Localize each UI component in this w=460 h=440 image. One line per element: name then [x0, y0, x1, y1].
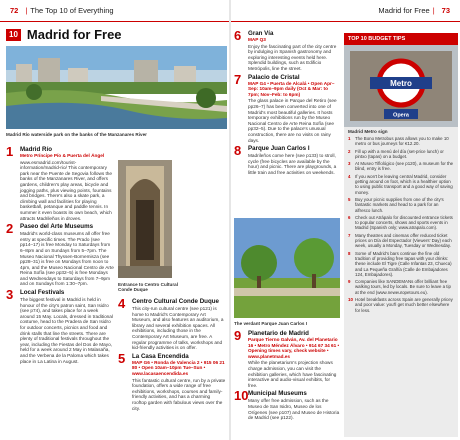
entry-title: Local Festivals [20, 289, 65, 297]
budget-tips-panel [344, 33, 458, 437]
entry-title: Planetario de Madrid [248, 330, 309, 337]
top10-badge: 10 [6, 29, 21, 41]
metro-sign-text: Metro [390, 79, 412, 88]
entry-title: Municipal Museums [248, 390, 307, 398]
top10-entry [234, 145, 340, 175]
entry-address: MAP G6 • Ronda de Valencia 2 • 915 06 21 80 • Open 10am–10pm Tue–Sun • www.lacasaencendida.es [132, 359, 225, 376]
entry-title: Paseo del Arte Museums [20, 223, 94, 231]
entry-number: 2 [6, 221, 14, 237]
tip-number: 6 [348, 214, 351, 220]
right-section-title: Madrid for Free [378, 6, 430, 15]
entry-text: Madrid's world-class museums all offer free entry at specific times. The Prado (see pp14–17) is free Monday to Saturdays from 6–8pm and on Sundays from 5–7pm. The Museo Nacional Thyssen-Bornemisza (see pp28–31) is free on Mondays from noon to 4pm, and the Museo Nacional Centro de Arte Reina Sofía (see pp32–5) is free Mondays and Wednesdays to Saturdays from 7–9pm and on Sundays from 1:30–7pm. [20, 231, 114, 287]
tip-number: 8 [348, 250, 351, 256]
budget-tip [344, 197, 458, 213]
river-photo-caption: Madrid Río waterside park on the banks of the Manzanares River [6, 132, 147, 137]
tip-number: 3 [348, 161, 351, 167]
left-page-header [0, 0, 229, 22]
parque-juan-carlos-photo [234, 218, 340, 318]
entry-text: Enjoy the fascinating part of the city centre by indulging in Spanish gastronomy and exploring interesting events held here. Splendid buildings, such as Edificio Metrópolis, line the street. [248, 43, 337, 71]
top10-entry [234, 330, 340, 388]
entry-number: 3 [6, 287, 14, 303]
tip-number: 7 [348, 232, 351, 238]
budget-tip [344, 136, 458, 147]
left-column-1 [6, 146, 114, 366]
entry-title: Madrid Río [20, 146, 52, 153]
header-divider: | [25, 6, 28, 15]
header-divider: | [432, 6, 435, 15]
tip-text: If you won't be leaving central Madrid, consider getting around on foot, which is a healthier option to using public transport and a good way of saving money. [355, 173, 453, 195]
tip-text: Companies like SANDEMANs offer brilliant free walking tours, led by locals. Be sure to leave a tip at the end (www.neweuropetours.eu). [355, 279, 451, 295]
metro-sign-subtext: Opera [393, 112, 409, 119]
entry-address: Metro Príncipe Pío & Puerta del Ángel [20, 153, 105, 158]
entry-text: Madrileños come here (see p133) to stroll, cycle (free bicycles are available by the hour) and picnic. There are playgrounds, a little train and free activities on weekends. [248, 153, 337, 175]
right-column-bottom [234, 330, 340, 423]
budget-tip [344, 161, 458, 172]
budget-tips-header: TOP 10 BUDGET TIPS [344, 33, 458, 45]
entry-number: 6 [234, 28, 242, 43]
page-title: Madrid for Free [26, 27, 122, 42]
entry-number: 9 [234, 328, 242, 343]
tip-number: 4 [348, 173, 351, 179]
river-photo [6, 46, 227, 129]
entry-address: Parque Tierno Galván, Av. del Planetario 16 • Metro Méndez Álvaro • 914 67 34 61 • Opening times vary, check website • www.planetmad.es [248, 337, 340, 359]
tip-number: 5 [348, 196, 351, 202]
tip-text: Fill up with a menú del día (set-price lunch) or pintxo (tapas) on a budget. [355, 148, 444, 159]
top10-entry [234, 71, 340, 144]
budget-tip [344, 215, 458, 231]
budget-tip [344, 149, 458, 160]
entry-text: While the planetarium's projection shows charge admission, you can visit the exhibition galleries, which have fascinating interactive and audio-visual exhibits, for free. [248, 360, 337, 388]
top10-entry [234, 390, 340, 420]
entry-text: The glass palace in Parque del Retiro (see pp26–7) has been converted into one of Madrid's most beautiful galleries. It hosts temporary exhibitions run by the Museo Nacional Centro de Arte Reina Sofía (see pp32–5). Due to the palace's unusual construction, there are no visits on rainy days. [248, 98, 337, 143]
tip-text: Many theatres and cinemas offer reduced ticket prices on Día del Espectador (Viewers' Day) each week, usually a Monday, Tuesday or Wednesday. [355, 232, 452, 249]
tip-number: 2 [348, 148, 351, 154]
metro-sign-caption: Madrid Metro sign [348, 129, 388, 134]
entry-number: 4 [118, 296, 126, 311]
entry-text: The biggest festival in Madrid is held in honour of the city's patron saint, San Isidro (see p74), and takes place for a week around 15 May. Locals, dressed in traditional costume, head to the Pradera de San Isidro for outdoor concerts, picnics and food and drink stalls that line the streets. There are plenty of traditional festivals throughout the year, including the Fiestas del Dos de Mayo, held for a week around 2 May in Malasaña, and the Verbena de la Paloma which takes place in La Latina in August. [20, 297, 113, 364]
page-title-row [6, 27, 122, 42]
left-page-number: 72 [10, 6, 19, 15]
entry-number: 10 [234, 388, 249, 404]
top10-entry [234, 30, 340, 72]
metro-sign-photo [344, 45, 458, 127]
entry-address: MAP G4 • Puerta de Alcalá • Open Apr–Sep: 10am–9pm daily (Oct & Mar: to 7pm; Nov–Feb: to 6pm) [248, 80, 335, 97]
left-section-title: The Top 10 of Everything [30, 6, 114, 15]
budget-tip [344, 297, 458, 313]
tip-text: Hotel breakfasts across Spain are generally pricey and poor value: you'll get much better elsewhere for less. [355, 297, 453, 313]
top10-entry [6, 223, 114, 287]
tip-text: At Museo Tiflológico (see p120), a museum for the blind, entry is free. [355, 161, 454, 172]
tip-text: Buy your picnic supplies from one of the city's fantastic markets and head to a park for an alfresco lunch. [355, 196, 444, 213]
parque-juan-carlos-caption: The verdant Parque Juan Carlos I [234, 321, 308, 326]
entry-text: www.esmadrid.com/tourist-information/madrid-rio/ This contemporary park near the Puente de Segovia follows the banks of the Manzanares River, and offers gardens, children's play areas, bicycle and jogging paths, plus viewing points, fountains and bridges. There's also a skate park, a climbing wall and facilities for playing basketball, petanque and paddle tennis. In summer it even boasts its own beach, which attracts Madrileños in droves. [20, 159, 112, 221]
entry-title: Gran Vía [248, 30, 274, 37]
entry-text: This fantastic cultural centre, run by a private foundation, offers a wide range of free exhibitions, workshops, courses and family-friendly activities, and has a charming rooftop garden with fabulous views over the city. [132, 377, 226, 411]
budget-tip [344, 233, 458, 249]
budget-tip [344, 251, 458, 277]
entry-title: La Casa Encendida [132, 352, 189, 360]
budget-tip [344, 174, 458, 195]
conde-duque-photo [118, 160, 172, 278]
budget-tip [344, 279, 458, 295]
entry-text: Many offer free admission, such as the Museo de San Isidro, Museo de los Orígenes (see p107) and Museo de Historia de Madrid (see p122). [248, 398, 340, 421]
entry-title: Centro Cultural Conde Duque [132, 298, 219, 305]
entry-title: Palacio de Cristal [248, 73, 300, 81]
entry-number: 1 [6, 144, 14, 159]
conde-duque-caption: Entrance to Centro Cultural Conde Duque [118, 282, 178, 292]
left-column-2 [118, 298, 226, 413]
tip-number: 10 [348, 297, 353, 303]
top10-entry [118, 350, 226, 411]
entry-number: 5 [118, 350, 126, 366]
tip-number: 1 [348, 136, 351, 141]
right-page-number: 73 [441, 6, 450, 15]
tip-text: Check out Atrápalo for discounted entrance tickets to popular concerts, shows and sports events in Madrid (Spanish only; www.atrapalo.com). [355, 214, 453, 231]
entry-address: MAP Q3 [248, 37, 266, 42]
entry-text: This city-run cultural centre (see p121) is home to Madrid's Contemporary Art Museum, and also features an auditorium, a library and several exhibition spaces. All exhibitions, including those in the Contemporary Art Museum, are free. A regular programme of talks, workshops and kid-friendly activities is on offer. [132, 306, 224, 351]
tip-text: Some of Madrid's bars continue the fine old tradition of providing free tapas with your drinks: these include El Tigre (Calle Infantas 23, Chueca) and La Pequeña Grañía (Calle de Embajadores 124, Embajadores). [355, 250, 452, 277]
right-page-header [231, 0, 460, 22]
top10-entry [6, 289, 114, 364]
entry-title: Parque Juan Carlos I [248, 145, 310, 153]
entry-number: 8 [234, 143, 242, 159]
top10-entry [118, 298, 226, 351]
tip-text: The Bono Metrobus pass allows you to make 10 metro or bus journeys for €12.20. [355, 136, 449, 147]
right-column-top [234, 30, 340, 177]
top10-entry [6, 146, 114, 221]
tip-number: 9 [348, 279, 351, 285]
page-gutter [229, 0, 231, 440]
entry-number: 7 [234, 71, 242, 87]
